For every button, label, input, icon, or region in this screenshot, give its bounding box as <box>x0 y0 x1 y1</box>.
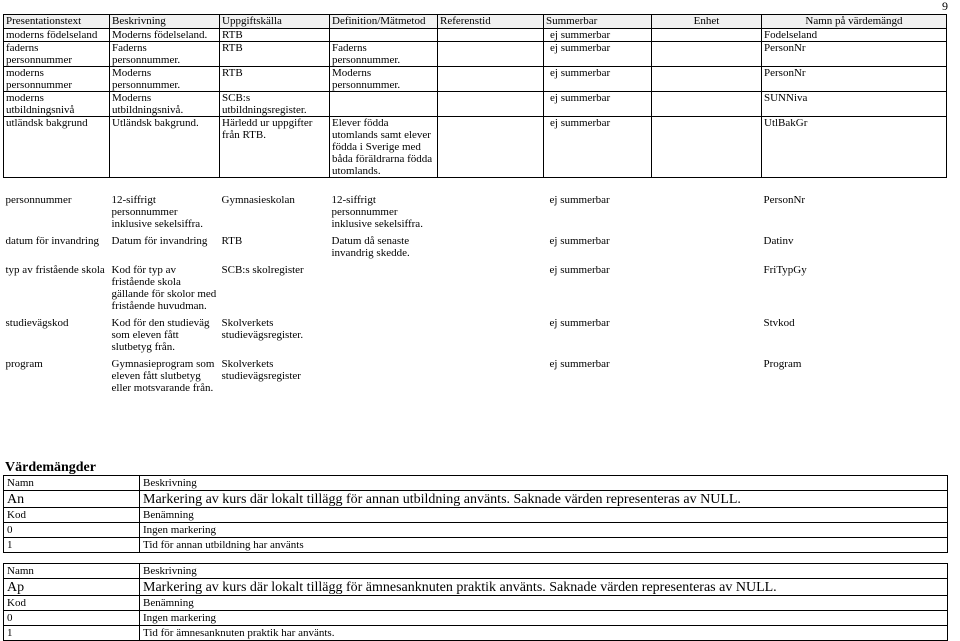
cell-namn-på-värdemängd: SUNNiva <box>762 92 947 117</box>
cell-referenstid <box>438 42 544 67</box>
cell-summerbar: ej summerbar <box>549 264 610 276</box>
value-set-name: Ap <box>4 579 140 596</box>
beskrivning-label: Beskrivning <box>140 476 948 491</box>
cell-presentationstext: studievägskod <box>5 317 69 329</box>
cell-definition-mätmetod <box>330 92 438 117</box>
code-value: 0 <box>4 611 140 626</box>
cell-presentationstext: typ av fristående skola <box>5 264 105 276</box>
cell-uppgiftskälla: RTB <box>220 67 330 92</box>
cell-beskrivning: Gymnasieprogram som eleven fått slutbetyg eller motsvarande från. <box>111 358 215 394</box>
header-cell: Beskrivning <box>110 15 220 29</box>
cell-enhet <box>652 42 762 67</box>
variable-row-program <box>4 358 947 394</box>
cell-presentationstext: moderns personnummer <box>4 67 110 92</box>
cell-uppgiftskälla: RTB <box>221 235 243 247</box>
value-set-code-row <box>4 538 948 553</box>
cell-beskrivning: Faderns personnummer. <box>110 42 220 67</box>
value-set-header-row <box>4 564 948 579</box>
cell-definition-mätmetod <box>330 29 438 42</box>
cell-namn-på-värdemängd: Fodelseland <box>762 29 947 42</box>
value-set-code-row <box>4 611 948 626</box>
cell-beskrivning: 12-siffrigt personnummer inklusive sekelsiffra. <box>111 194 203 230</box>
cell-summerbar: ej summerbar <box>549 194 610 206</box>
cell-definition-mätmetod: 12-siffrigt personnummer inklusive sekelsiffra. <box>331 194 423 230</box>
cell-referenstid <box>438 317 544 358</box>
code-label: Ingen markering <box>140 523 948 538</box>
cell-enhet <box>652 194 762 235</box>
value-set-table-ap <box>3 563 948 641</box>
cell-referenstid <box>438 235 544 264</box>
cell-definition-mätmetod <box>330 264 438 317</box>
variable-row-moderns-utbildningsniva <box>4 92 947 117</box>
header-cell: Enhet <box>652 15 762 29</box>
cell-namn-på-värdemängd: FriTypGy <box>763 264 807 276</box>
cell-presentationstext: moderns födelseland <box>4 29 110 42</box>
cell-referenstid <box>438 264 544 317</box>
cell-namn-på-värdemängd: PersonNr <box>763 194 806 206</box>
code-label: Ingen markering <box>140 611 948 626</box>
cell-summerbar: ej summerbar <box>544 67 652 92</box>
header-cell: Definition/Mätmetod <box>330 15 438 29</box>
cell-namn-på-värdemängd: PersonNr <box>762 67 947 92</box>
cell-presentationstext: faderns personnummer <box>4 42 110 67</box>
cell-enhet <box>652 358 762 394</box>
cell-summerbar: ej summerbar <box>544 42 652 67</box>
benamning-label: Benämning <box>140 596 948 611</box>
cell-referenstid <box>438 358 544 394</box>
cell-namn-på-värdemängd: PersonNr <box>762 42 947 67</box>
cell-uppgiftskälla: RTB <box>220 29 330 42</box>
value-set-code-row <box>4 523 948 538</box>
header-cell: Referenstid <box>438 15 544 29</box>
cell-namn-på-värdemängd: Program <box>763 358 802 370</box>
cell-definition-mätmetod: Faderns personnummer. <box>330 42 438 67</box>
header-cell: Presentationstext <box>4 15 110 29</box>
cell-namn-på-värdemängd: UtlBakGr <box>762 117 947 178</box>
variables-table <box>3 14 947 394</box>
cell-definition-mätmetod <box>330 358 438 394</box>
value-set-table-an <box>3 475 948 553</box>
variables-group-2 <box>4 194 947 394</box>
benamning-label: Benämning <box>140 508 948 523</box>
cell-enhet <box>652 317 762 358</box>
cell-enhet <box>652 264 762 317</box>
cell-referenstid <box>438 117 544 178</box>
cell-beskrivning: Moderns personnummer. <box>110 67 220 92</box>
value-set-code-row <box>4 626 948 641</box>
header-cell: Uppgiftskälla <box>220 15 330 29</box>
cell-beskrivning: Datum för invandring <box>111 235 208 247</box>
cell-presentationstext: utländsk bakgrund <box>4 117 110 178</box>
variable-row-utlandsk-bakgrund <box>4 117 947 178</box>
cell-beskrivning: Moderns utbildningsnivå. <box>110 92 220 117</box>
cell-namn-på-värdemängd: Datinv <box>763 235 794 247</box>
variable-row-typ-av-fristaende-skola <box>4 264 947 317</box>
namn-label: Namn <box>4 564 140 579</box>
cell-presentationstext: program <box>5 358 43 370</box>
page-number: 9 <box>942 0 948 13</box>
code-value: 0 <box>4 523 140 538</box>
kod-label: Kod <box>4 508 140 523</box>
header-cell: Summerbar <box>544 15 652 29</box>
cell-summerbar: ej summerbar <box>549 317 610 329</box>
cell-uppgiftskälla: SCB:s skolregister <box>221 264 304 276</box>
cell-beskrivning: Moderns födelseland. <box>110 29 220 42</box>
cell-referenstid <box>438 194 544 235</box>
cell-definition-mätmetod: Moderns personnummer. <box>330 67 438 92</box>
variable-row-moderns-personnummer <box>4 67 947 92</box>
value-set-name-row <box>4 491 948 508</box>
value-set-name-row <box>4 579 948 596</box>
cell-definition-mätmetod: Elever födda utomlands samt elever födda i Sverige med båda föräldrarna födda utomlands. <box>330 117 438 178</box>
cell-uppgiftskälla: RTB <box>220 42 330 67</box>
value-set-code-header-row <box>4 508 948 523</box>
cell-summerbar: ej summerbar <box>544 117 652 178</box>
cell-definition-mätmetod <box>330 317 438 358</box>
value-set-code-header-row <box>4 596 948 611</box>
cell-summerbar: ej summerbar <box>549 235 610 247</box>
variables-group-1 <box>4 29 947 178</box>
cell-enhet <box>652 235 762 264</box>
variable-row-studievagskod <box>4 317 947 358</box>
cell-enhet <box>652 117 762 178</box>
cell-referenstid <box>438 29 544 42</box>
cell-uppgiftskälla: SCB:s utbildningsregister. <box>220 92 330 117</box>
cell-presentationstext: personnummer <box>5 194 72 206</box>
value-set-description: Markering av kurs där lokalt tillägg för ämnesanknuten praktik använts. Saknade värden representeras av NULL. <box>140 579 948 596</box>
kod-label: Kod <box>4 596 140 611</box>
variable-row-personnummer <box>4 194 947 235</box>
value-set-description: Markering av kurs där lokalt tillägg för annan utbildning använts. Saknade värden representeras av NULL. <box>140 491 948 508</box>
cell-beskrivning: Kod för typ av fristående skola gällande för skolor med fristående huvudman. <box>111 264 217 312</box>
variable-row-faderns-personnummer <box>4 42 947 67</box>
beskrivning-label: Beskrivning <box>140 564 948 579</box>
value-set-name: An <box>4 491 140 508</box>
vardemangder-title: Värdemängder <box>5 460 96 475</box>
cell-referenstid <box>438 67 544 92</box>
cell-enhet <box>652 92 762 117</box>
cell-namn-på-värdemängd: Stvkod <box>763 317 795 329</box>
cell-enhet <box>652 29 762 42</box>
cell-beskrivning: Kod för den studieväg som eleven fått slutbetyg från. <box>111 317 210 353</box>
namn-label: Namn <box>4 476 140 491</box>
code-value: 1 <box>4 626 140 641</box>
variable-row-datum-for-invandring <box>4 235 947 264</box>
header-row <box>4 15 947 29</box>
cell-definition-mätmetod: Datum då senaste invandrig skedde. <box>331 235 410 259</box>
cell-uppgiftskälla: Skolverkets studievägsregister. <box>221 317 304 341</box>
cell-summerbar: ej summerbar <box>544 29 652 42</box>
header-cell: Namn på värdemängd <box>762 15 947 29</box>
cell-uppgiftskälla: Härledd ur uppgifter från RTB. <box>220 117 330 178</box>
cell-enhet <box>652 67 762 92</box>
cell-beskrivning: Utländsk bakgrund. <box>110 117 220 178</box>
code-label: Tid för ämnesanknuten praktik har använts. <box>140 626 948 641</box>
cell-uppgiftskälla: Skolverkets studievägsregister <box>221 358 301 382</box>
value-set-header-row <box>4 476 948 491</box>
cell-uppgiftskälla: Gymnasieskolan <box>221 194 295 206</box>
code-label: Tid för annan utbildning har använts <box>140 538 948 553</box>
cell-presentationstext: moderns utbildningsnivå <box>4 92 110 117</box>
cell-summerbar: ej summerbar <box>549 358 610 370</box>
cell-presentationstext: datum för invandring <box>5 235 99 247</box>
code-value: 1 <box>4 538 140 553</box>
cell-summerbar: ej summerbar <box>544 92 652 117</box>
cell-referenstid <box>438 92 544 117</box>
variable-row-moderns-fodelseland <box>4 29 947 42</box>
